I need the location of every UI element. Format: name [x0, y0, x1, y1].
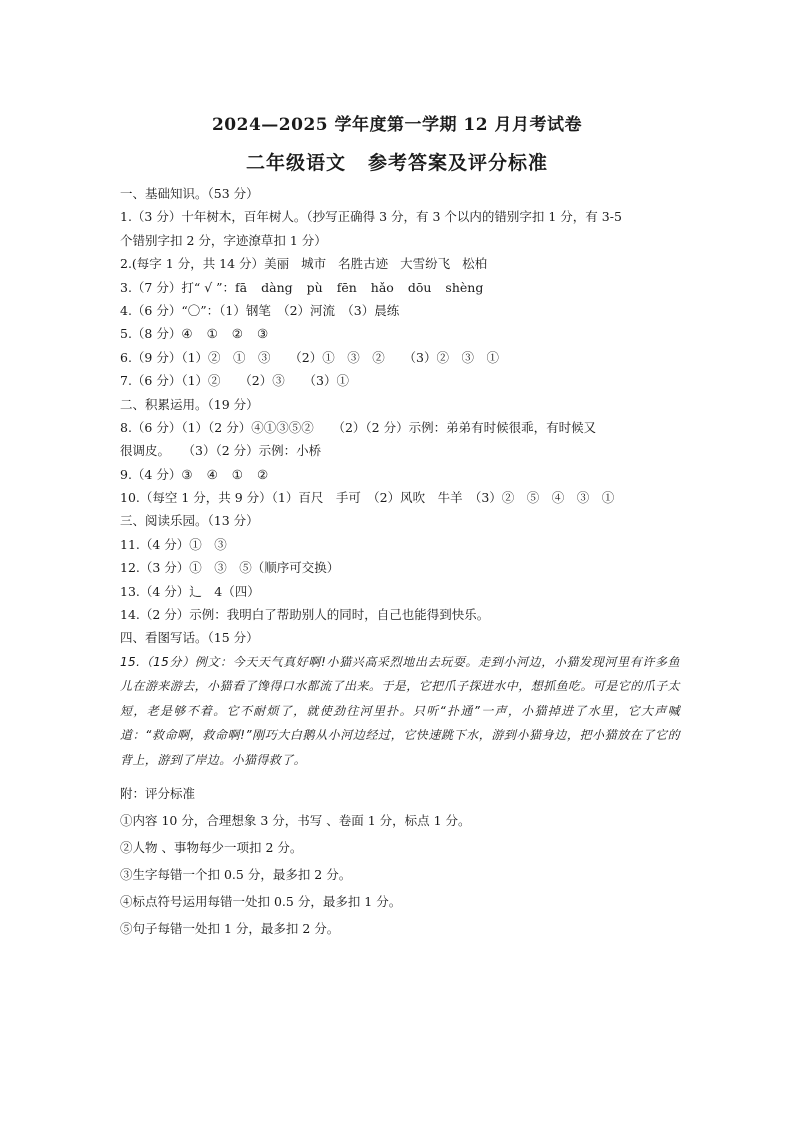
criteria-item: ③生字每错一个扣 0.5 分，最多扣 2 分。 — [120, 867, 352, 883]
criteria-item: ①内容 10 分，合理想象 3 分，书写 、卷面 1 分，标点 1 分。 — [120, 813, 471, 829]
answer-word: 美丽 — [264, 256, 290, 272]
answer-q14: 14.（2 分）示例：我明白了帮助别人的同时，自己也能得到快乐。 — [120, 607, 490, 623]
answer-q1-line1: 1.（3 分）十年树木，百年树人。（抄写正确得 3 分，有 3 个以内的错别字扣 1 分，有 3-5 — [120, 209, 622, 225]
answer-q10: 10.（每空 1 分，共 9 分）（1）百尺 手可 （2）风吹 牛羊 （3）② ⑤ ④ ③ ① — [120, 490, 615, 506]
answer-q9 — [120, 463, 680, 486]
answer-q5-head: 5.（8 分） — [120, 326, 182, 342]
grade-subject: 二年级语文 — [245, 152, 346, 174]
answer-word: 城市 — [301, 256, 327, 272]
pinyin-item: dōu — [407, 279, 432, 295]
pinyin-item: fā — [235, 279, 248, 295]
answer-q5 — [120, 322, 680, 345]
pinyin-item: pù — [306, 279, 323, 295]
answer-q1-line2: 个错别字扣 2 分，字迹潦草扣 1 分） — [120, 232, 327, 248]
answer-q9-head: 9.（4 分） — [120, 466, 182, 482]
answer-q15-sample-essay: 15.（15分）例文：今天天气真好啊!小猫兴高采烈地出去玩耍。走到小河边，小猫发现河里有许多鱼儿在游来游去，小猫看了馋得口水都流了出来。于是，它把爪子探进水中，想抓鱼吃。可是它的爪子太短，老是够不着。它不耐烦了，就使劲往河里扑。只听“扑通”一声，小猫掉进了水里，它大声喊道：“救命啊，救命啊!”刚巧大白鹅从小河边经过，它快速跳下水，游到小猫身边，把小猫放在了它的背上，游到了岸边。小猫得救了。 — [120, 654, 680, 767]
pinyin-item: fēn — [336, 279, 357, 295]
criteria-item: ④标点符号运用每错一处扣 0.5 分，最多扣 1 分。 — [120, 894, 402, 910]
order-mark: ② — [257, 466, 269, 482]
answer-q11: 11.（4 分）① ③ — [120, 536, 227, 552]
pinyin-item: dàng — [261, 279, 293, 295]
answer-word: 大雪纷飞 — [400, 256, 451, 272]
answer-word: 松柏 — [462, 256, 488, 272]
order-mark: ② — [231, 326, 244, 342]
answer-q4: 4.（6 分）“〇”：（1）钢笔 （2）河流 （3）晨练 — [120, 302, 400, 318]
answer-q2-head: 2.(每字 1 分，共 14 分） — [120, 256, 265, 272]
answer-q2 — [120, 252, 680, 275]
answer-q3-head: 3.（7 分）打“ √ ”： — [120, 279, 236, 295]
answer-q3 — [120, 276, 680, 299]
exam-title: 2024—2025 学年度第一学期 12 月月考试卷 — [211, 115, 583, 135]
order-mark: ③ — [181, 466, 193, 482]
section-heading: 四、看图写话。（15 分） — [120, 630, 259, 646]
order-mark: ① — [206, 326, 218, 342]
exam-subtitle — [0, 148, 794, 175]
pinyin-item: shèng — [445, 279, 484, 295]
pinyin-item: hǎo — [370, 279, 394, 295]
answer-q8-line1: 8.（6 分）（1）（2 分）④①③⑤② （2）（2 分）示例：弟弟有时候很乖，有时候又 — [120, 419, 597, 435]
answer-q6: 6.（9 分）（1）② ① ③ （2）① ③ ② （3）② ③ ① — [120, 349, 499, 365]
answer-q7: 7.（6 分）（1）② （2）③ （3）① — [120, 373, 349, 389]
answer-q8-line2: 很调皮。 （3）（2 分）示例：小桥 — [120, 443, 322, 459]
order-mark: ④ — [181, 326, 193, 342]
answer-q13: 13.（4 分）辶 4（四） — [120, 583, 260, 599]
order-mark: ④ — [206, 466, 218, 482]
answer-body — [120, 182, 680, 942]
criteria-item: ②人物 、事物每少一项扣 2 分。 — [120, 840, 303, 856]
section-heading: 一、基础知识。（53 分） — [120, 186, 259, 201]
answer-word: 名胜古迹 — [338, 256, 389, 272]
answer-q12: 12.（3 分）① ③ ⑤（顺序可交换） — [120, 560, 340, 576]
order-mark: ① — [231, 466, 244, 482]
section-heading: 二、积累运用。（19 分） — [120, 396, 259, 412]
criteria-item: ⑤句子每错一处扣 1 分，最多扣 2 分。 — [120, 921, 340, 937]
criteria-title: 附：评分标准 — [120, 786, 196, 802]
section-heading: 三、阅读乐园。（13 分） — [120, 513, 259, 529]
order-mark: ③ — [257, 326, 269, 342]
answer-key-label: 参考答案及评分标准 — [368, 152, 549, 174]
